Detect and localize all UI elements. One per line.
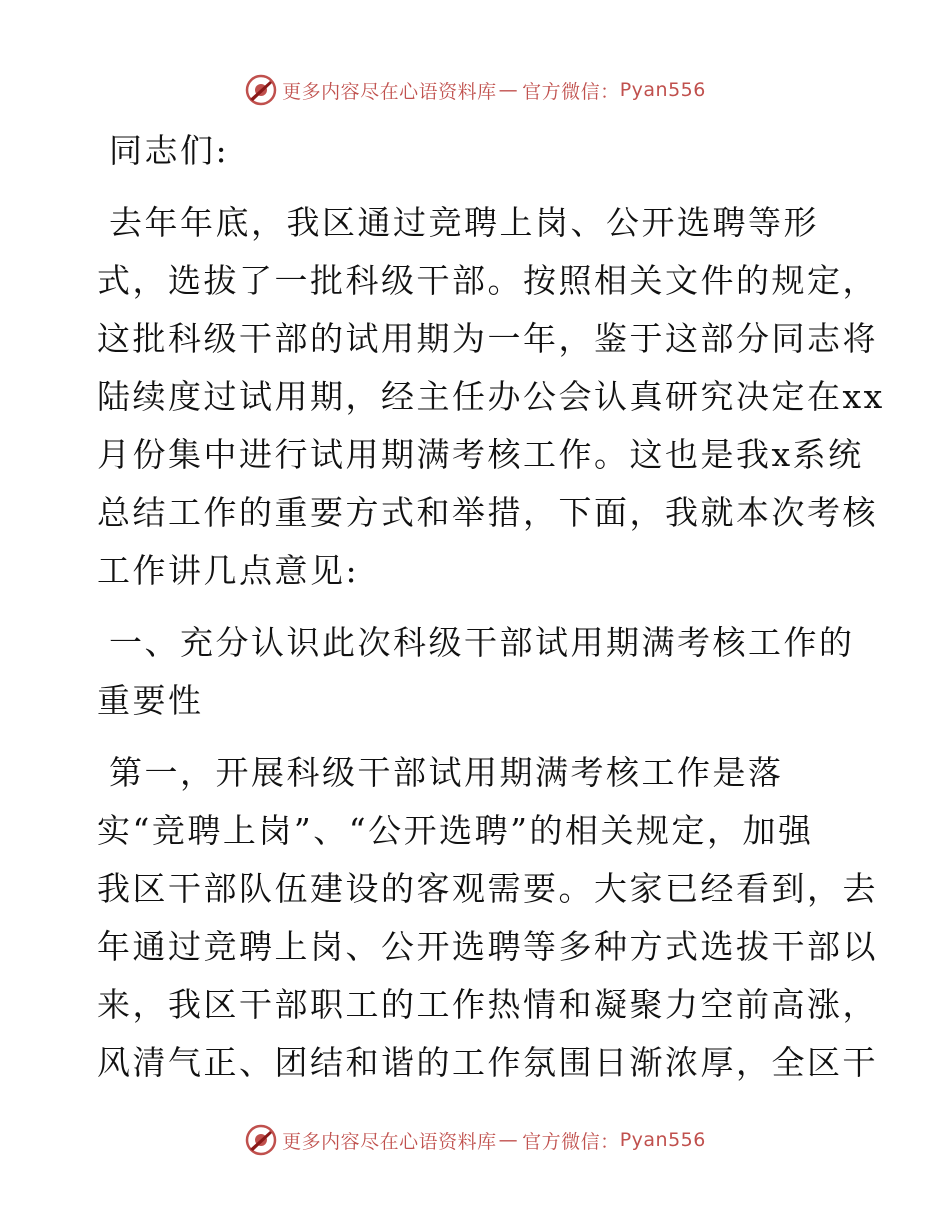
paragraph-line: 月份集中进行试用期满考核工作。这也是我x系统 bbox=[97, 435, 864, 474]
brand-logo-icon bbox=[244, 1123, 278, 1157]
paragraph-line: 年通过竞聘上岗、公开选聘等多种方式选拔干部以 bbox=[97, 927, 878, 966]
watermark-separator: — bbox=[498, 1129, 519, 1151]
paragraph-line: 第一，开展科级干部试用期满考核工作是落 bbox=[109, 753, 784, 792]
section-heading bbox=[97, 614, 857, 730]
watermark-wechat-label: 官方微信： bbox=[522, 1130, 620, 1153]
header-watermark bbox=[0, 70, 950, 110]
paragraph-line: 式，选拔了一批科级干部。按照相关文件的规定， bbox=[97, 261, 878, 300]
watermark-wechat-id: Pyan556 bbox=[619, 79, 706, 101]
watermark-separator: — bbox=[498, 79, 519, 101]
paragraph-line: 工作讲几点意见: bbox=[97, 551, 360, 590]
paragraph-line: 总结工作的重要方式和举措，下面，我就本次考核 bbox=[97, 493, 878, 532]
watermark-wechat-id: Pyan556 bbox=[619, 1129, 706, 1151]
paragraph-intro bbox=[97, 194, 885, 600]
paragraph-line: 去年年底，我区通过竞聘上岗、公开选聘等形 bbox=[109, 203, 819, 242]
heading-line: 重要性 bbox=[97, 681, 204, 720]
document-body bbox=[97, 122, 885, 1106]
heading-line: 一、充分认识此次科级干部试用期满考核工作的 bbox=[109, 623, 855, 662]
footer-watermark bbox=[0, 1120, 950, 1160]
brand-logo-icon bbox=[244, 73, 278, 107]
watermark-brand-text: 更多内容尽在心语资料库 bbox=[282, 1130, 497, 1153]
paragraph-line: 这批科级干部的试用期为一年，鉴于这部分同志将 bbox=[97, 319, 878, 358]
paragraph-line: 风清气正、团结和谐的工作氛围日渐浓厚，全区干 bbox=[97, 1043, 878, 1082]
paragraph-first-point bbox=[97, 744, 878, 1092]
paragraph-line: 来，我区干部职工的工作热情和凝聚力空前高涨， bbox=[97, 985, 878, 1024]
paragraph-line: 陆续度过试用期，经主任办公会认真研究决定在xx bbox=[97, 377, 885, 416]
salutation: 同志们: bbox=[109, 131, 230, 170]
paragraph-line: 实“竞聘上岗”、“公开选聘”的相关规定，加强 bbox=[97, 811, 814, 850]
watermark-wechat-label: 官方微信： bbox=[522, 80, 620, 103]
paragraph-line: 我区干部队伍建设的客观需要。大家已经看到，去 bbox=[97, 869, 878, 908]
watermark-brand-text: 更多内容尽在心语资料库 bbox=[282, 80, 497, 103]
